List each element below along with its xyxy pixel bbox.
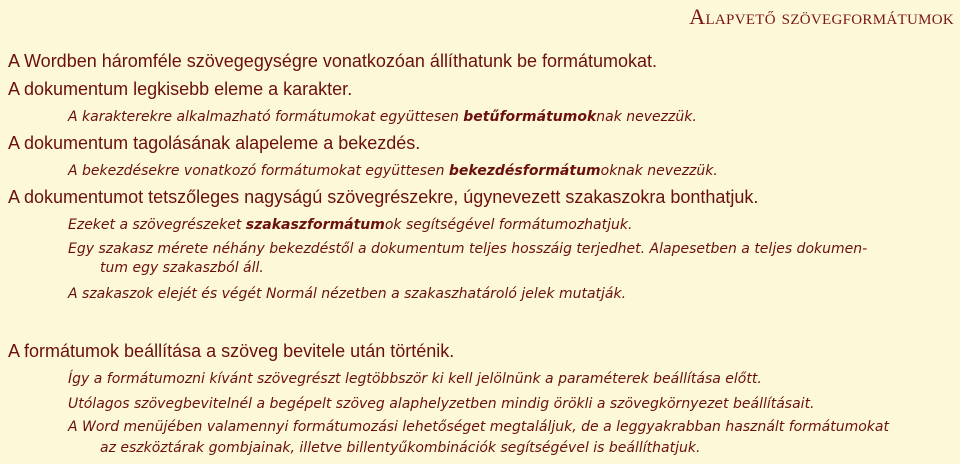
text-line-3-bold: betűformátumok	[463, 109, 597, 125]
text-line-8a: Egy szakasz mérete néhány bekezdéstől a dokumentum teljes hosszáig terjedhet. Alapesetben a teljes dokumen-	[68, 241, 868, 257]
text-line-5	[68, 163, 718, 179]
text-line-11: Így a formátumozni kívánt szövegrészt legtöbbször ki kell jelölnünk a paraméterek beállítása előtt.	[68, 371, 762, 387]
text-line-6: A dokumentumot tetszőleges nagyságú szövegrészekre, úgynevezett szakaszokra bonthatjuk.	[8, 187, 759, 207]
text-line-7-bold: szakaszformátum	[245, 217, 385, 233]
text-line-13a: A Word menüjében valamennyi formátumozási lehetőséget megtaláljuk, de a leggyakrabban használt formátumokat	[68, 419, 889, 435]
text-line-7	[68, 217, 632, 233]
text-line-13b: az eszköztárak gombjainak, illetve billentyűkombinációk segítségével is beállíthatjuk.	[100, 440, 701, 456]
text-line-3-post: nak nevezzük.	[596, 109, 697, 125]
text-line-8b: tum egy szakaszból áll.	[100, 260, 264, 276]
text-line-2: A dokumentum legkisebb eleme a karakter.	[8, 79, 353, 99]
text-line-5-post: oknak nevezzük.	[600, 163, 718, 179]
text-line-7-pre: Ezeket a szövegrészeket	[68, 217, 246, 233]
text-line-9: A szakaszok elejét és végét Normál nézetben a szakaszhatároló jelek mutatják.	[68, 286, 627, 302]
text-line-12: Utólagos szövegbevitelnél a begépelt szöveg alaphelyzetben mindig örökli a szövegkörnyezet beállításait.	[68, 396, 815, 412]
text-line-7-post: ok segítségével formátumozhatjuk.	[384, 217, 633, 233]
text-line-3	[68, 109, 697, 125]
text-line-10: A formátumok beállítása a szöveg bevitele után történik.	[8, 341, 455, 361]
text-line-5-pre: A bekezdésekre vonatkozó formátumokat együttesen	[68, 163, 449, 179]
text-line-1: A Wordben háromféle szövegegységre vonatkozóan állíthatunk be formátumokat.	[8, 51, 658, 71]
text-line-4: A dokumentum tagolásának alapeleme a bekezdés.	[8, 133, 421, 153]
page-title: Alapvető szövegformátumok	[689, 4, 954, 29]
text-line-3-pre: A karakterekre alkalmazható formátumokat együttesen	[68, 109, 464, 125]
text-line-5-bold: bekezdésformátum	[448, 163, 601, 179]
